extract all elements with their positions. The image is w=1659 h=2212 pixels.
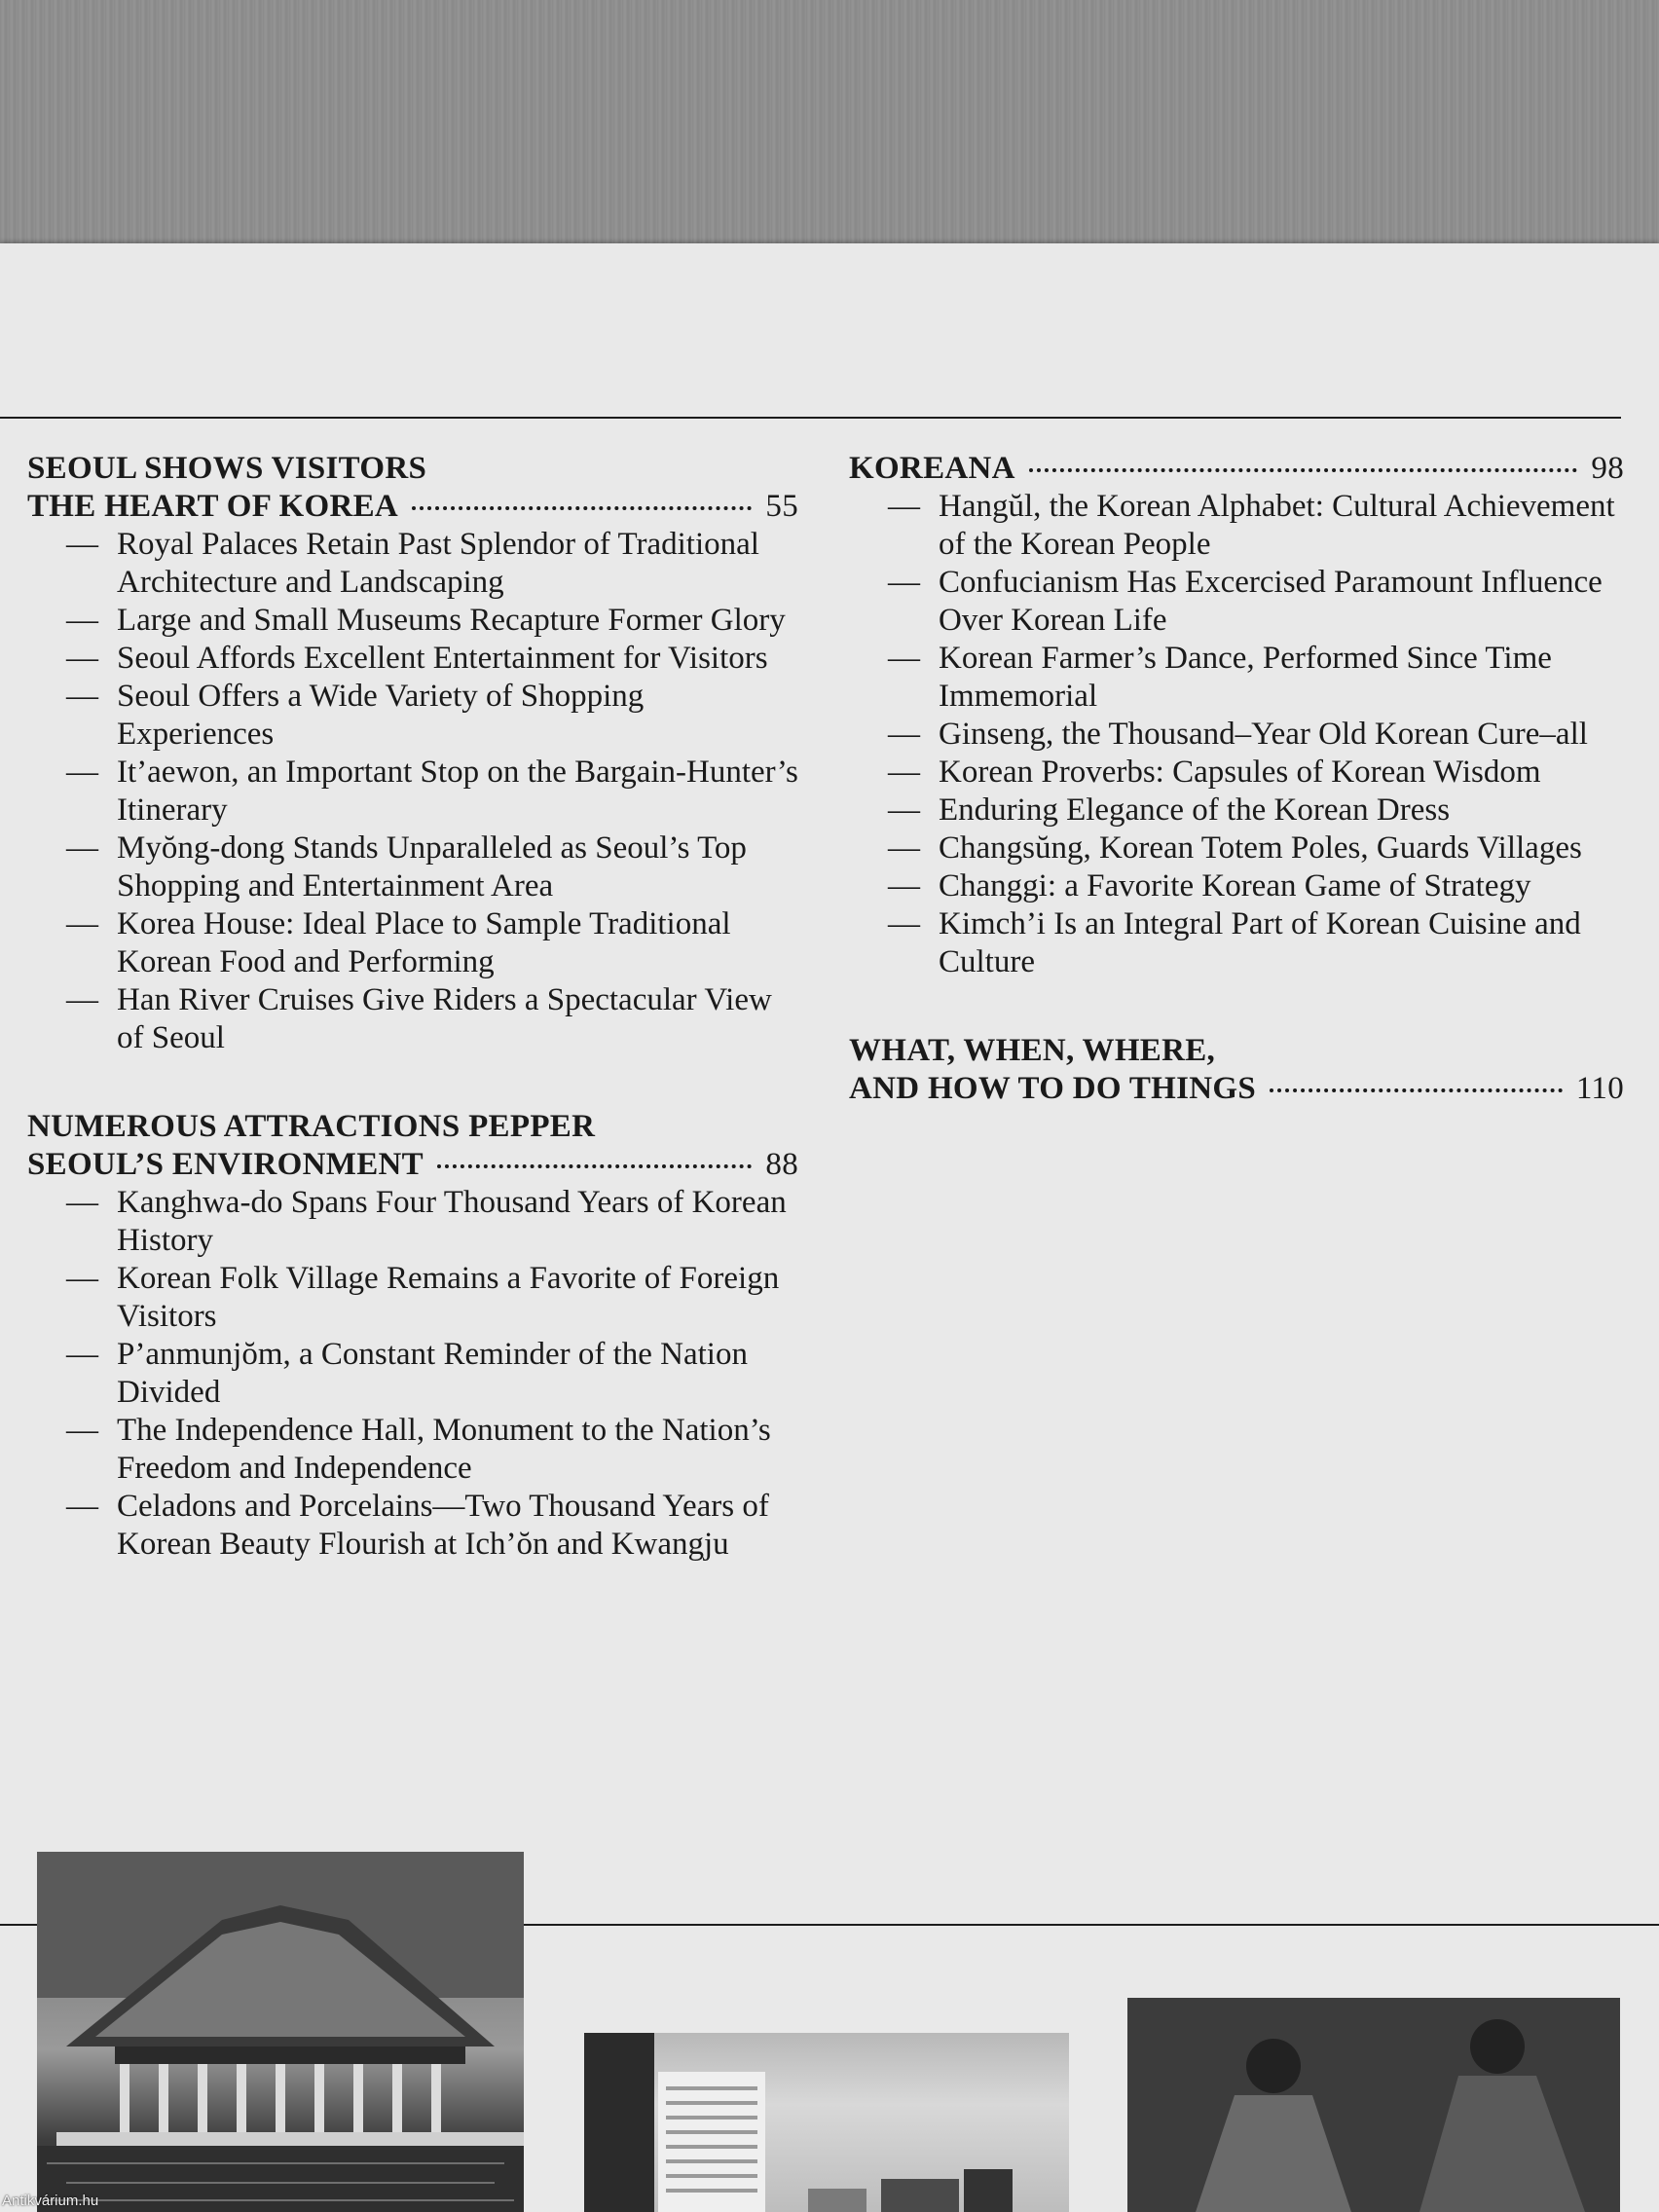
dot-leader xyxy=(437,1164,752,1168)
section-title-text: AND HOW TO DO THINGS xyxy=(849,1071,1257,1106)
em-dash-bullet: — xyxy=(66,679,98,714)
em-dash-bullet: — xyxy=(66,1337,98,1372)
article-title: P’anmunjŏm, a Constant Reminder of the Nation Divided xyxy=(117,1337,748,1410)
section-title-line: SEOUL SHOWS VISITORS xyxy=(27,451,427,486)
em-dash-bullet: — xyxy=(66,1261,98,1296)
page-number: 55 xyxy=(765,489,798,524)
article-entry xyxy=(27,1184,798,1260)
article-title: It’aewon, an Important Stop on the Bargain-Hunter’s Itinerary xyxy=(117,755,798,828)
section-heading xyxy=(27,1108,798,1184)
article-entry xyxy=(27,1336,798,1412)
dot-leader xyxy=(1270,1088,1563,1092)
city-skyline-photo xyxy=(584,2033,1069,2212)
toc-right-column xyxy=(849,450,1624,1159)
em-dash-bullet: — xyxy=(66,603,98,638)
article-entry xyxy=(27,905,798,981)
palace-pavilion-photo xyxy=(37,1852,524,2212)
em-dash-bullet: — xyxy=(888,830,920,866)
article-entry xyxy=(849,905,1624,981)
article-title: Changgi: a Favorite Korean Game of Strategy xyxy=(939,868,1531,903)
article-entry xyxy=(27,526,798,602)
article-entry xyxy=(27,1488,798,1564)
article-title: Seoul Affords Excellent Entertainment for Visitors xyxy=(117,641,768,676)
top-rule xyxy=(0,417,1621,419)
article-entry xyxy=(849,640,1624,716)
section-title-line: NUMEROUS ATTRACTIONS PEPPER xyxy=(27,1109,596,1144)
toc-section xyxy=(849,1032,1624,1108)
em-dash-bullet: — xyxy=(888,906,920,941)
bottom-rule-left xyxy=(0,1924,39,1926)
article-entry xyxy=(849,488,1624,564)
dot-leader xyxy=(1029,468,1578,472)
em-dash-bullet: — xyxy=(66,755,98,790)
article-title: Kimch’i Is an Integral Part of Korean Cuisine and Culture xyxy=(939,906,1581,979)
em-dash-bullet: — xyxy=(66,527,98,562)
article-entry xyxy=(849,564,1624,640)
toc-left-column xyxy=(27,450,798,1614)
section-heading xyxy=(27,450,798,526)
article-list xyxy=(27,1184,798,1564)
em-dash-bullet: — xyxy=(888,641,920,676)
article-title: Large and Small Museums Recapture Former Glory xyxy=(117,603,786,638)
section-title-text: KOREANA xyxy=(849,451,1015,486)
em-dash-bullet: — xyxy=(888,489,920,524)
em-dash-bullet: — xyxy=(66,906,98,941)
article-title: Korean Farmer’s Dance, Performed Since Time Immemorial xyxy=(939,641,1552,714)
article-entry xyxy=(27,1412,798,1488)
watermark: Antikvárium.hu xyxy=(2,2193,99,2209)
article-entry xyxy=(27,754,798,830)
page-number: 98 xyxy=(1591,451,1624,486)
article-entry xyxy=(27,981,798,1057)
dancers-photo xyxy=(1127,1998,1620,2212)
toc-section xyxy=(27,1108,798,1564)
dot-leader xyxy=(412,506,752,510)
article-title: Royal Palaces Retain Past Splendor of Traditional Architecture and Landscaping xyxy=(117,527,759,600)
bottom-rule-right xyxy=(522,1924,1659,1926)
article-title: Seoul Offers a Wide Variety of Shopping Experiences xyxy=(117,679,645,752)
page-number: 110 xyxy=(1575,1071,1624,1106)
toc-section xyxy=(27,450,798,1057)
article-title: Celadons and Porcelains—Two Thousand Years of Korean Beauty Flourish at Ich’ŏn and Kwangju xyxy=(117,1489,769,1562)
section-heading-line xyxy=(849,1070,1624,1108)
em-dash-bullet: — xyxy=(888,565,920,600)
article-title: Changsŭng, Korean Totem Poles, Guards Villages xyxy=(939,830,1582,866)
article-entry xyxy=(849,830,1624,867)
section-title-line: WHAT, WHEN, WHERE, xyxy=(849,1033,1216,1068)
article-entry xyxy=(27,1260,798,1336)
article-list xyxy=(849,488,1624,981)
article-title: Korean Proverbs: Capsules of Korean Wisdom xyxy=(939,755,1541,790)
background-wall xyxy=(0,0,1659,255)
article-title: Korea House: Ideal Place to Sample Traditional Korean Food and Performing xyxy=(117,906,731,979)
em-dash-bullet: — xyxy=(66,1413,98,1448)
em-dash-bullet: — xyxy=(888,793,920,828)
section-title-text: SEOUL’S ENVIRONMENT xyxy=(27,1147,424,1182)
section-title-text: THE HEART OF KOREA xyxy=(27,489,399,524)
article-entry xyxy=(849,792,1624,830)
article-entry xyxy=(27,640,798,678)
article-list xyxy=(27,526,798,1057)
article-title: Myŏng-dong Stands Unparalleled as Seoul’s Top Shopping and Entertainment Area xyxy=(117,830,747,903)
article-title: Hangŭl, the Korean Alphabet: Cultural Achievement of the Korean People xyxy=(939,489,1615,562)
article-title: Ginseng, the Thousand–Year Old Korean Cure–all xyxy=(939,717,1588,752)
section-heading-line xyxy=(849,450,1624,488)
section-heading xyxy=(849,450,1624,488)
em-dash-bullet: — xyxy=(66,982,98,1017)
book-page xyxy=(0,243,1659,2212)
toc-section xyxy=(849,450,1624,981)
page-number: 88 xyxy=(765,1147,798,1182)
section-heading-line xyxy=(27,488,798,526)
article-title: The Independence Hall, Monument to the Nation’s Freedom and Independence xyxy=(117,1413,771,1486)
article-entry xyxy=(27,678,798,754)
em-dash-bullet: — xyxy=(888,868,920,903)
article-entry xyxy=(849,867,1624,905)
article-entry xyxy=(27,830,798,905)
article-title: Confucianism Has Excercised Paramount Influence Over Korean Life xyxy=(939,565,1603,638)
article-title: Korean Folk Village Remains a Favorite of Foreign Visitors xyxy=(117,1261,780,1334)
article-title: Kanghwa-do Spans Four Thousand Years of Korean History xyxy=(117,1185,787,1258)
section-heading xyxy=(849,1032,1624,1108)
em-dash-bullet: — xyxy=(888,755,920,790)
em-dash-bullet: — xyxy=(66,641,98,676)
section-heading-line xyxy=(27,1146,798,1184)
article-entry xyxy=(849,716,1624,754)
article-title: Han River Cruises Give Riders a Spectacular View of Seoul xyxy=(117,982,772,1055)
article-title: Enduring Elegance of the Korean Dress xyxy=(939,793,1451,828)
em-dash-bullet: — xyxy=(66,830,98,866)
em-dash-bullet: — xyxy=(888,717,920,752)
em-dash-bullet: — xyxy=(66,1185,98,1220)
em-dash-bullet: — xyxy=(66,1489,98,1524)
article-entry xyxy=(849,754,1624,792)
article-entry xyxy=(27,602,798,640)
